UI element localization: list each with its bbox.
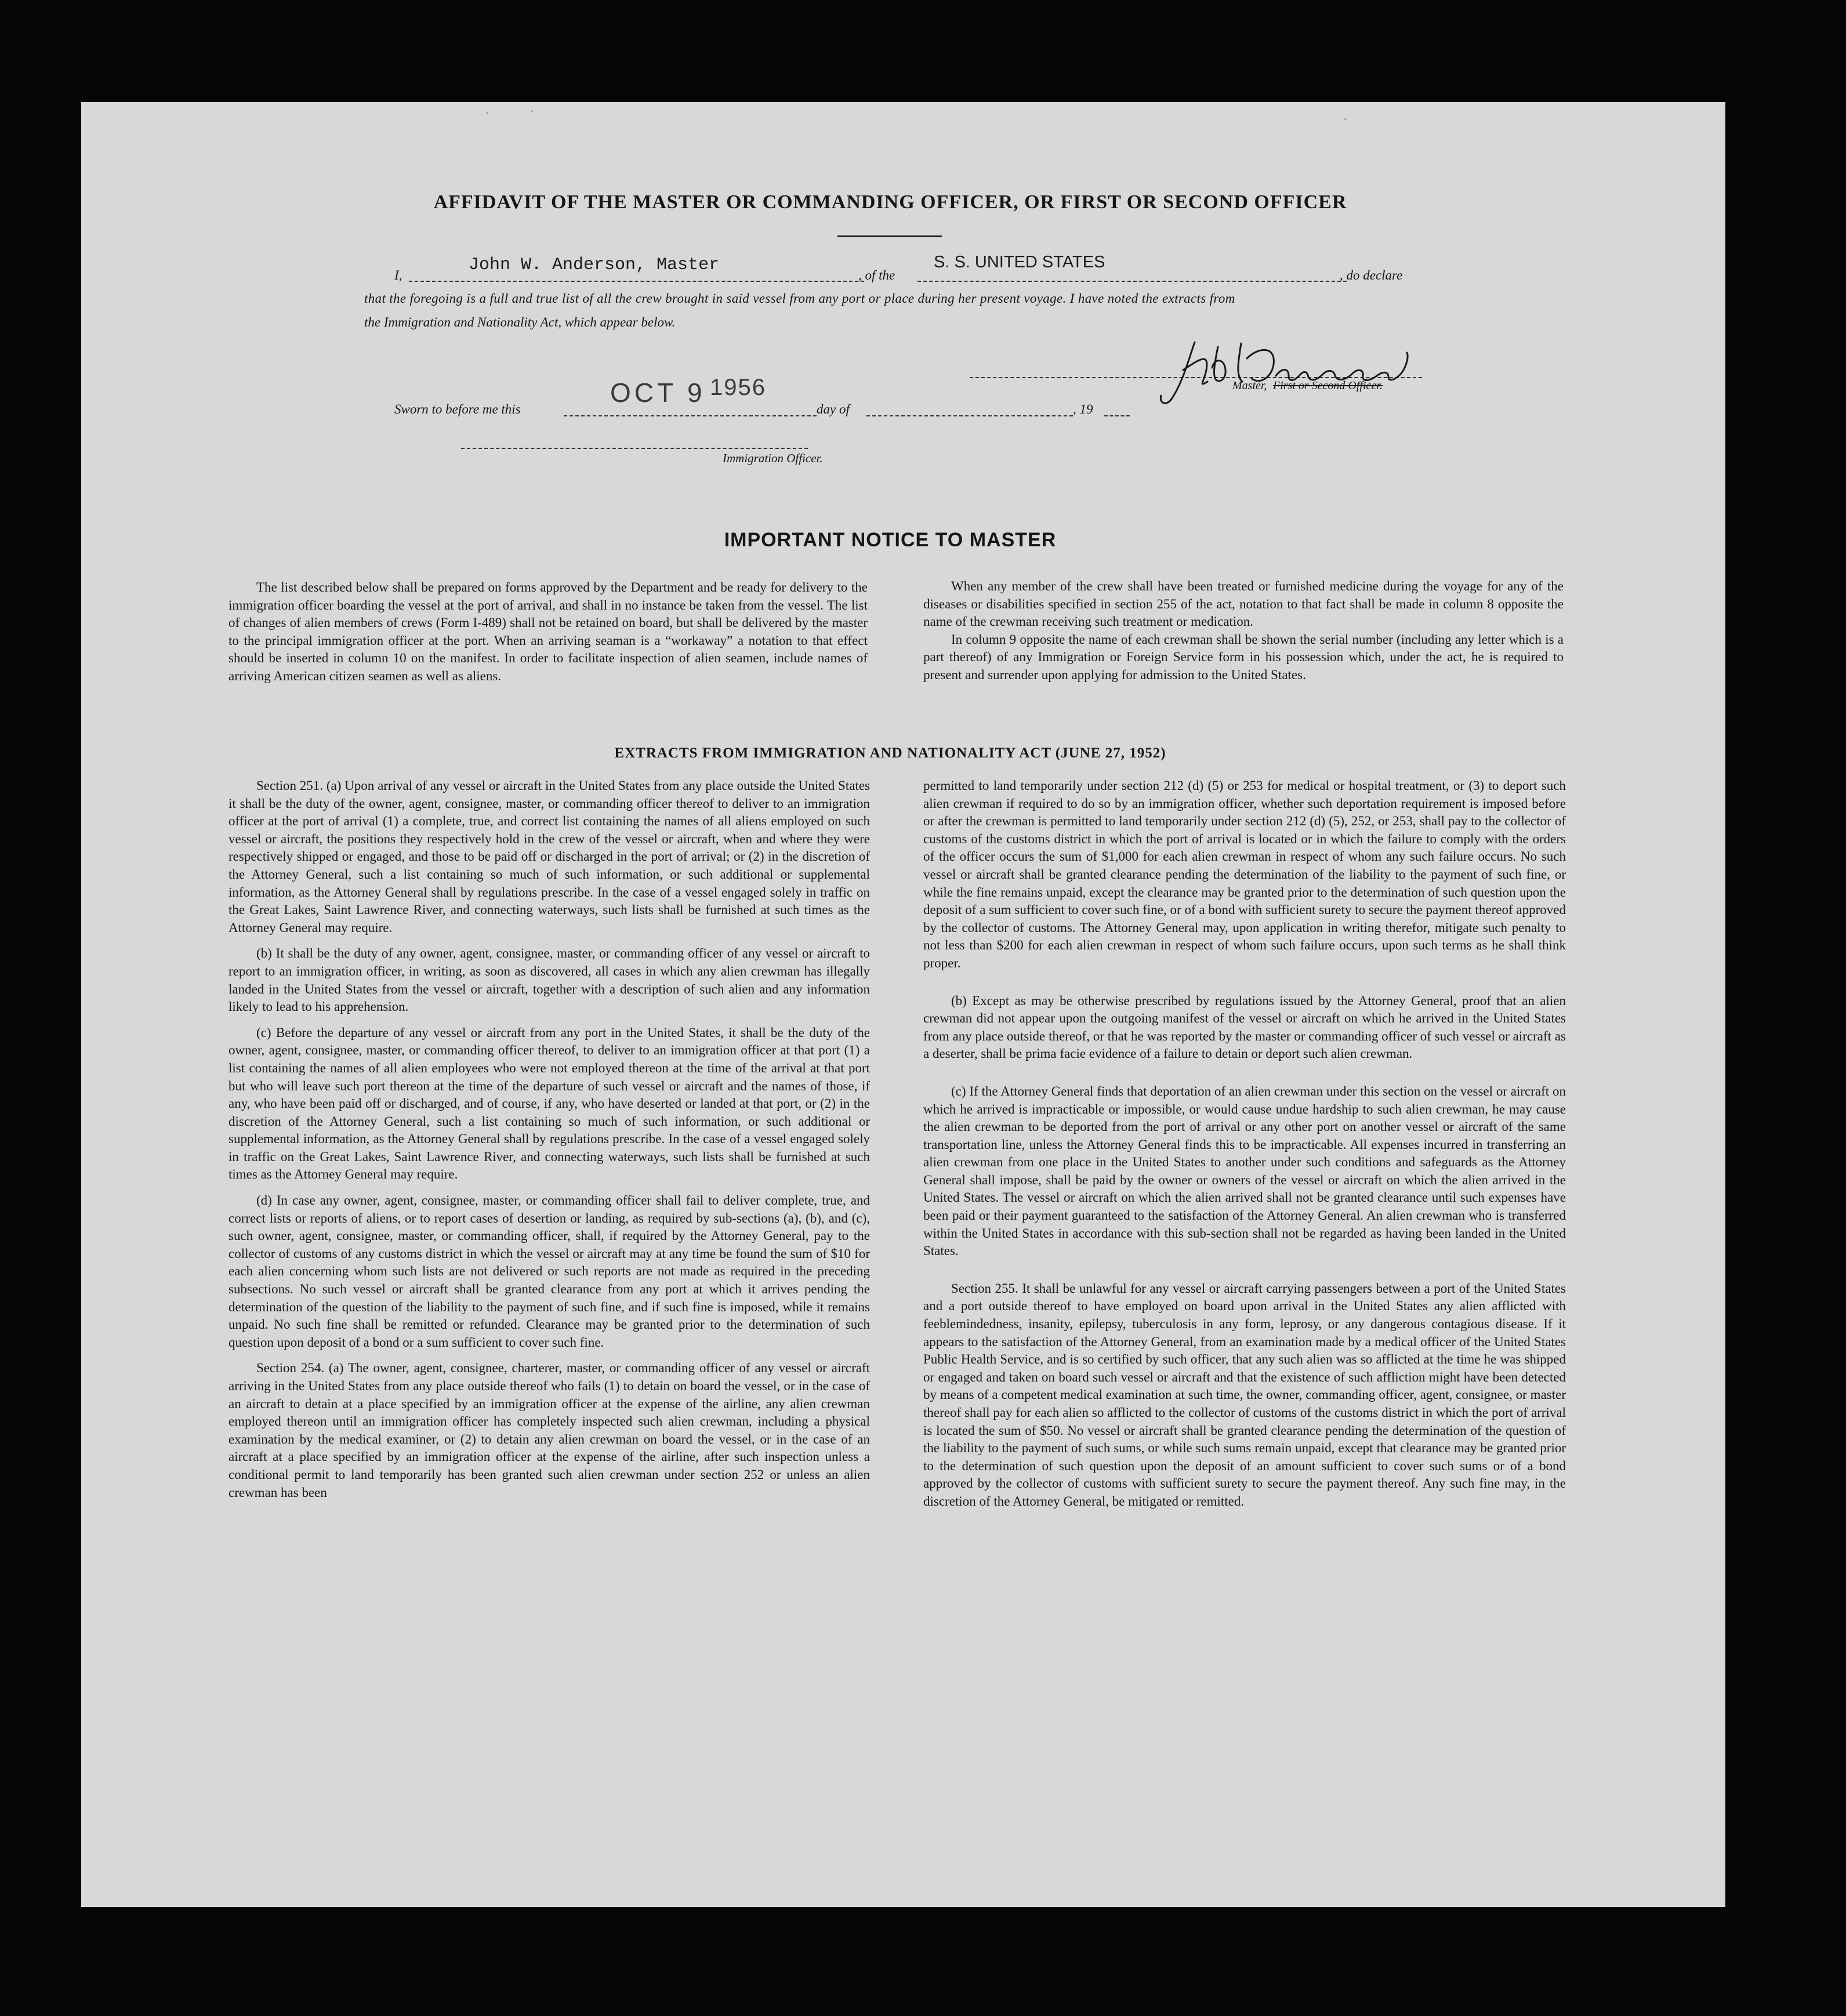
notice-right-column <box>923 578 1564 684</box>
notice-left-column <box>229 579 868 686</box>
section-251a: Section 251. (a) Upon arrival of any vessel or aircraft in the United States from any place outside the United States it shall be the duty of the owner, agent, consignee, master, or commanding officer thereof to deliver to an immigration officer at the port of arrival (1) a complete, true, and correct list containing the names of all aliens employed on such vessel or aircraft, the positions they respectively hold in the crew of the vessel or aircraft, when and where they were respectively shipped or engaged, and those to be paid off or discharged in the port of arrival; or (2) in the discretion of the Attorney General, such a list containing so much of such information, or such additional or supplemental information, as the Attorney General shall by regulations prescribe. In the case of a vessel engaged solely in traffic on the Great Lakes, Saint Lawrence River, and connecting waterways, such lists shall be furnished at such times as the Attorney General may require. <box>229 778 870 935</box>
sworn-day-of: day of <box>817 402 850 416</box>
signature-title-master: Master, <box>1232 379 1267 392</box>
signature-title-struck: First or Second Officer. <box>1273 379 1383 392</box>
declaration-text-1: that the foregoing is a full and true list of all the crew brought in said vessel from any port or place during her present voyage. I have noted the extracts from <box>364 291 1235 306</box>
handwritten-signature <box>1154 335 1427 411</box>
name-field-line <box>409 281 864 282</box>
sworn-month-line <box>866 415 1073 416</box>
section-251c: (c) Before the departure of any vessel or aircraft from any port in the United States, it shall be the duty of the owner, agent, consignee, master, or commanding officer thereof, to deliver to an immigration officer at that port (1) a list containing the names of all alien employees who were not employed thereon at the time of the arrival at that port but who will leave such port thereon at the time of the departure of such vessel or aircraft and the names of those, if any, who have been paid off or discharged, and of course, if any, who have deserted or landed at that port, or (2) in the discretion of the Attorney General, such a list containing so much of such information, or such additional or supplemental information, as the Attorney General shall by regulations prescribe. In the case of a vessel engaged solely in traffic on the Great Lakes, Saint Lawrence River, and connecting waterways, such lists shall be furnished at such times as the Attorney General may require. <box>229 1025 870 1182</box>
notice-left-paragraph: The list described below shall be prepared on forms approved by the Department and be ready for delivery to the immigration officer boarding the vessel at the port of arrival, and shall in no instance be taken from the vessel. The list of changes of alien members of crews (Form I-489) shall not be retained on board, but shall be delivered by the master to the principal immigration officer at the port. When an arriving seaman is a “workaway” a notation to that effect should be inserted in column 10 on the manifest. In order to facilitate inspection of alien seamen, include names of arriving American citizen seamen as well as aliens. <box>229 580 868 683</box>
section-254a: Section 254. (a) The owner, agent, consignee, charterer, master, or commanding officer of any vessel or aircraft arriving in the United States from any place outside thereof who fails (1) to detain on board the vessel, or in the case of an aircraft to detain at a place specified by an immigration officer at the expense of the airline, any alien crewman employed thereon until an immigration officer has completely inspected such alien crewman, including a physical examination by the medical examiner, or (2) to detain any alien crewman on board the vessel, or in the case of an aircraft at a place specified by an immigration officer at the expense of the airline, after such inspection unless a conditional permit to land temporarily has been granted such alien crewman under section 252 or unless an alien crewman has been <box>229 1361 870 1500</box>
section-254a-continued: permitted to land temporarily under section 212 (d) (5) or 253 for medical or hospital treatment, or (3) to deport such alien crewman if required to do so by an immigration officer, whether such deportation requirement is imposed before or after the crewman is permitted to land temporarily under section 212 (d) (5), 252, or 253, shall pay to the collector of customs of the customs district in which the port of arrival is located or in which the failure to comply with the orders of the officer occurs the sum of $1,000 for each alien crewman in respect of whom any such failure occurs. No such vessel or aircraft shall be granted clearance pending the determination of the liability to the payment of such fine, or while the fine remains unpaid, except the clearance may be granted prior to the determination of such question upon the deposit of a sum sufficient to cover such fine, or of a bond with sufficient surety to secure the payment thereof approved by the collector of customs. The Attorney General may, upon application in writing therefor, mitigate such penalty to not less than $200 for each alien crewman in respect of whom such failure occurs, upon such terms as he shall think proper. <box>923 778 1566 970</box>
affidavit-title: AFFIDAVIT OF THE MASTER OR COMMANDING OFFICER, OR FIRST OR SECOND OFFICER <box>433 191 1347 213</box>
notice-title: IMPORTANT NOTICE TO MASTER <box>724 529 1057 551</box>
declaration-do-declare: , do declare <box>1340 268 1403 282</box>
paper-speck <box>531 110 533 113</box>
notice-right-paragraph-1: When any member of the crew shall have been treated or furnished medicine during the voyage for any of the diseases or disabilities specified in section 255 of the act, notation to that fact shall be made in column 8 opposite the name of the crewman receiving such treatment or medication. <box>923 579 1564 629</box>
sworn-nineteen: , 19 <box>1073 402 1093 416</box>
section-251b: (b) It shall be the duty of any owner, agent, consignee, master, or commanding officer of any vessel or aircraft to report to an immigration officer, in writing, as soon as discovered, all cases in which any alien crewman has illegally landed in the United States from the vessel or aircraft, together with a description of such alien and any information likely to lead to his apprehension. <box>229 946 870 1014</box>
declaration-i: I, <box>394 268 402 282</box>
section-255: Section 255. It shall be unlawful for any vessel or aircraft carrying passengers between a port of the United States and a port outside thereof to have employed on board upon arrival in the United States any alien afflicted with feeblemindedness, insanity, epilepsy, tuberculosis in any form, leprosy, or any dangerous contagious disease. If it appears to the satisfaction of the Attorney General, from an examination made by a medical officer of the United States Public Health Service, and is so certified by such officer, that any such alien was so afflicted at the time he was shipped or engaged and taken on board such vessel or aircraft and that the existence of such affliction might have been detected by means of a competent medical examination at such time, the owner, commanding officer, agent, consignee, or master thereof shall pay for each alien so afflicted to the collector of customs of the customs district in which the port of arrival is located the sum of $50. No vessel or aircraft shall be granted clearance pending the determination of the question of the liability to the payment of such sums, or while such sums remain unpaid, except that clearance may be granted prior to the determination of such question upon the deposit of an amount sufficient to cover such sums or of a bond approved by the collector of customs with sufficient surety to secure the payment thereof. Any such fine may, in the discretion of the Attorney General, be mitigated or remitted. <box>923 1281 1566 1509</box>
immigration-officer-line <box>461 448 808 449</box>
declaration-text-2: the Immigration and Nationality Act, which appear below. <box>364 315 676 329</box>
section-251d: (d) In case any owner, agent, consignee, master, or commanding officer shall fail to deliver complete, true, and correct lists or reports of aliens, or to report cases of desertion or landing, as required by sub-sections (a), (b), and (c), such owner, agent, consignee, master, or commanding officer, shall, if required by the Attorney General, pay to the collector of customs of any customs district in which the vessel or aircraft may at any time be found the sum of $10 for each alien concerning whom such lists are not delivered or such reports are not made as required in the preceding subsections. No such vessel or aircraft shall be granted clearance from any port at which it arrives pending the determination of the question of the liability to the payment of such fine, and if such fine is imposed, while it remains unpaid. No such fine shall be remitted or refunded. Clearance may be granted prior to the determination of such question upon deposit of a bond or a sum sufficient to cover such fine. <box>229 1193 870 1350</box>
extracts-right-column <box>923 777 1566 1511</box>
paper-speck <box>1344 118 1347 120</box>
vessel-field-line <box>917 281 1347 282</box>
sworn-label: Sworn to before me this <box>394 402 521 416</box>
declaration-of-the: , of the <box>858 268 895 282</box>
extracts-title: EXTRACTS FROM IMMIGRATION AND NATIONALITY ACT (JUNE 27, 1952) <box>614 745 1166 761</box>
section-254c: (c) If the Attorney General finds that deportation of an alien crewman under this section on the vessel or aircraft on which he arrived is impracticable or impossible, or would cause undue hardship to such alien crewman, he may cause the alien crewman to be deported from the port of arrival or any other port on another vessel or aircraft of the same transportation line, unless the Attorney General finds this to be impracticable. All expenses incurred in transferring an alien crewman from one place in the United States to another under such conditions and safeguards as the Attorney General shall impose, shall be paid by the owner or owners of the vessel or aircraft on which the alien arrived in the United States. The vessel or aircraft on which the alien arrived shall not be granted clearance until such expenses have been paid or their payment guaranteed to the satisfaction of the Attorney General. An alien crewman who is transferred within the United States in accordance with this sub-section shall not be regarded as having been landed in the United States. <box>923 1083 1566 1259</box>
year-stamp: 1956 <box>710 375 766 400</box>
section-254b: (b) Except as may be otherwise prescribed by regulations issued by the Attorney General, proof that an alien crewman did not appear upon the outgoing manifest of the vessel or aircraft on which he arrived in the United States from any place outside thereof, or that he was reported by the master or commanding officer of such vessel or aircraft as a deserter, shall be prima facie evidence of a failure to detain or deport such alien crewman. <box>923 993 1566 1061</box>
date-stamp: OCT 9 <box>610 378 706 408</box>
sworn-day-line <box>564 415 817 416</box>
extracts-left-column <box>229 777 870 1502</box>
name-field: John W. Anderson, Master <box>469 255 720 275</box>
vessel-field: S. S. UNITED STATES <box>934 253 1105 271</box>
title-rule <box>837 235 942 237</box>
immigration-officer-label: Immigration Officer. <box>723 451 823 465</box>
paper-speck <box>486 112 488 114</box>
sworn-year-line <box>1104 415 1130 416</box>
notice-right-paragraph-2: In column 9 opposite the name of each crewman shall be shown the serial number (including any letter which is a part thereof) of any Immigration or Foreign Service form in his possession which, under the act, he is required to present and surrender upon applying for admission to the United States. <box>923 632 1564 682</box>
